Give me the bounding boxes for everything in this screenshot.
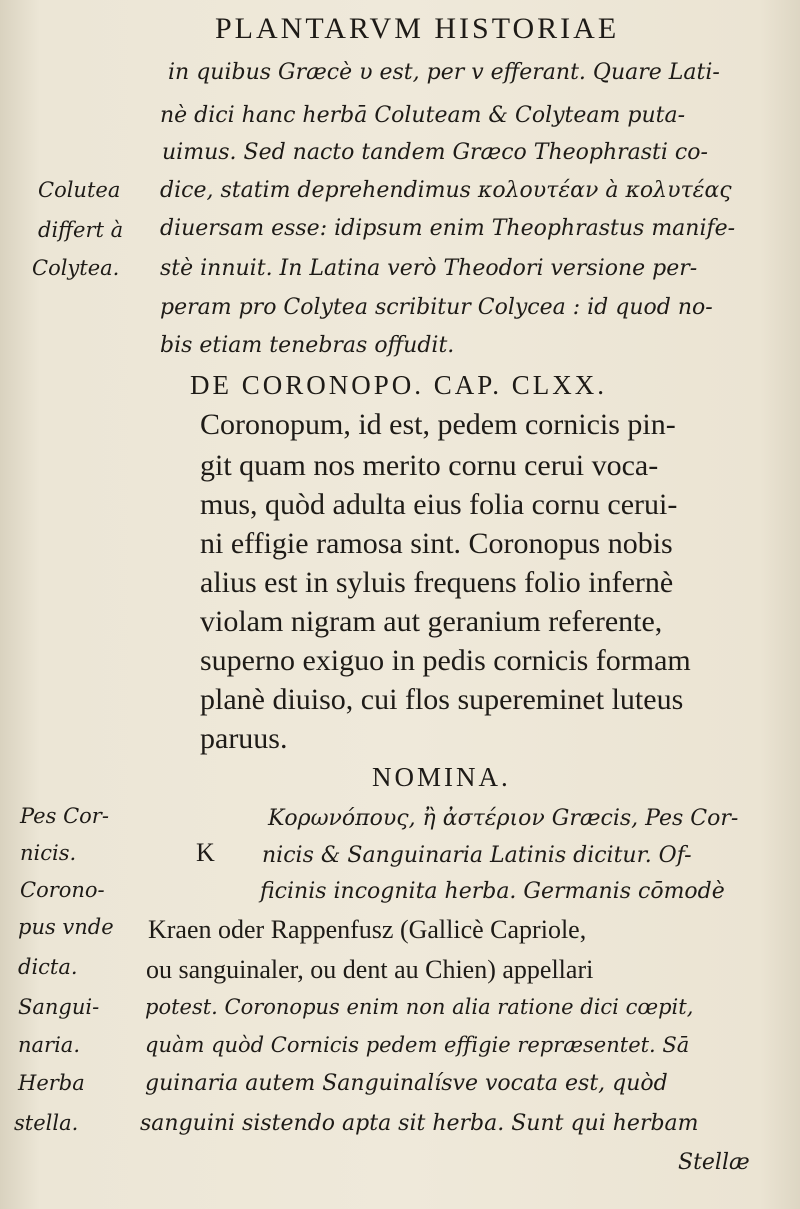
nomina-line: nicis & Sanguinaria Latinis dicitur. Of-	[262, 843, 692, 868]
nomina-line: potest. Coronopus enim non alia ratione dici cœpit,	[145, 995, 694, 1019]
chapter-line: violam nigram aut geranium referente,	[200, 605, 663, 638]
nomina-heading: NOMINA.	[372, 762, 511, 792]
chapter-line: mus, quòd adulta eius folia cornu cerui-	[200, 488, 678, 521]
body-line: diuersam esse: idipsum enim Theophrastus manife-	[160, 216, 736, 241]
chapter-line: paruus.	[200, 722, 288, 755]
margin-note: stella.	[14, 1111, 79, 1135]
body-line: nè dici hanc herbā Coluteam & Colyteam puta-	[160, 103, 686, 128]
catchword: Stellæ	[678, 1150, 750, 1175]
body-line: peram pro Colytea scribitur Colycea : id quod no-	[160, 295, 713, 320]
chapter-line: superno exiguo in pedis cornicis formam	[200, 644, 691, 677]
chapter-line: alius est in syluis frequens folio infernè	[200, 566, 674, 599]
chapter-line: Coronopum, id est, pedem cornicis pin-	[200, 408, 676, 441]
nomina-line: ou sanguinaler, ou dent au Chien) appellari	[146, 955, 594, 984]
margin-note: dicta.	[18, 955, 78, 979]
running-head: PLANTARVM HISTORIAE	[215, 12, 620, 45]
body-line: stè innuit. In Latina verò Theodori versione per-	[160, 256, 698, 281]
margin-note: pus vnde	[18, 915, 114, 939]
nomina-line: Kraen oder Rappenfusz (Gallicè Capriole,	[148, 915, 587, 944]
body-line: bis etiam tenebras offudit.	[160, 333, 455, 358]
nomina-line: Κορωνόπους, ἢ ἀστέριον Græcis, Pes Cor-	[268, 806, 739, 831]
margin-note: differt à	[38, 218, 124, 242]
nomina-line: sanguini sistendo apta sit herba. Sunt qui herbam	[140, 1111, 699, 1136]
nomina-line: ficinis incognita herba. Germanis cōmodè	[260, 879, 725, 904]
chapter-line: git quam nos merito cornu cerui voca-	[200, 449, 659, 482]
chapter-line: ni effigie ramosa sint. Coronopus nobis	[200, 527, 673, 560]
margin-note: naria.	[18, 1033, 80, 1057]
chapter-heading: DE CORONOPO. CAP. CLXX.	[190, 370, 608, 400]
body-line: in quibus Græcè υ est, per v efferant. Quare Lati-	[168, 60, 720, 85]
signature-mark: K	[196, 838, 215, 867]
margin-note: nicis.	[20, 841, 77, 865]
body-line: uimus. Sed nacto tandem Græco Theophrasti co-	[162, 140, 708, 165]
body-line: dice, statim deprehendimus κολουτέαν à κολυτέας	[160, 178, 732, 203]
margin-note: Colytea.	[32, 256, 120, 280]
margin-note: Corono-	[20, 878, 105, 902]
nomina-line: quàm quòd Cornicis pedem effigie repræsentet. Sā	[145, 1033, 690, 1057]
margin-note: Herba	[18, 1071, 85, 1095]
margin-note: Colutea	[38, 178, 121, 202]
chapter-line: planè diuiso, cui flos supereminet luteus	[200, 683, 684, 716]
margin-note: Pes Cor-	[20, 804, 109, 828]
nomina-line: guinaria autem Sanguinalísve vocata est, quòd	[145, 1071, 668, 1096]
margin-note: Sangui-	[18, 995, 100, 1019]
